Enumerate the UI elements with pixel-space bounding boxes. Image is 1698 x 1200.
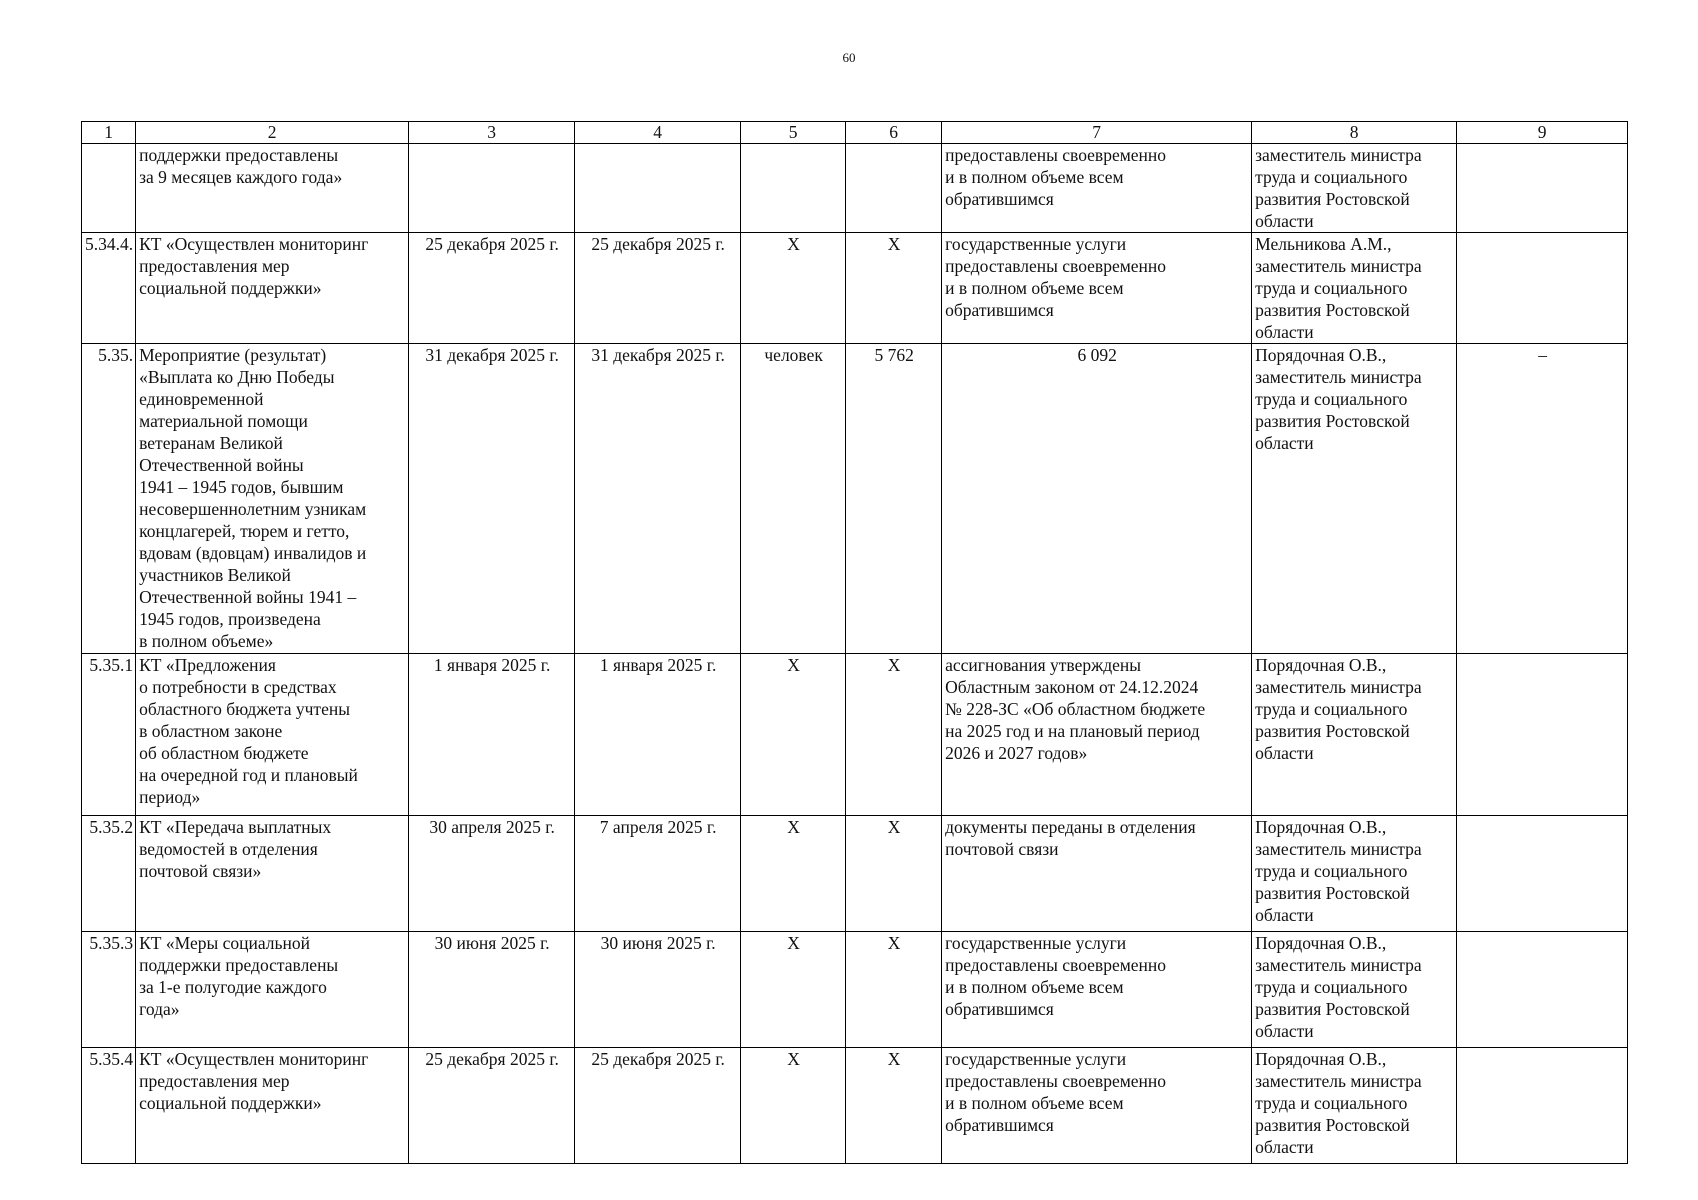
header-cell: 5 xyxy=(741,122,846,144)
row-number: 5.35. xyxy=(82,344,136,654)
plan-date: 25 декабря 2025 г. xyxy=(409,1048,575,1164)
plan-date: 1 января 2025 г. xyxy=(409,654,575,816)
table-row xyxy=(82,233,1628,344)
table-row xyxy=(82,1048,1628,1164)
result-description: документы переданы в отделения почтовой связи xyxy=(942,816,1252,932)
plan-table xyxy=(81,121,1628,1164)
row-title: КТ «Передача выплатных ведомостей в отделения почтовой связи» xyxy=(136,816,409,932)
header-cell: 2 xyxy=(136,122,409,144)
header-row xyxy=(82,122,1628,144)
row-title: КТ «Осуществлен мониторинг предоставления мер социальной поддержки» xyxy=(136,1048,409,1164)
row-title: Мероприятие (результат) «Выплата ко Дню Победы единовременной материальной помощи ветеранам Великой Отечественной войны 1941 – 1945 годов, бывшим несовершеннолетним узникам концлагерей, тюрем и гетто, вдовам (вдовцам) инвалидов и участников Великой Отечественной войны 1941 – 1945 годов, произведена в полном объеме» xyxy=(136,344,409,654)
responsible-person: Порядочная О.В., заместитель министра труда и социального развития Ростовской области xyxy=(1252,932,1457,1048)
plan-value xyxy=(846,144,942,233)
plan-value: Х xyxy=(846,816,942,932)
unit-cell: Х xyxy=(741,654,846,816)
note-cell xyxy=(1457,144,1628,233)
row-title: КТ «Меры социальной поддержки предоставлены за 1-е полугодие каждого года» xyxy=(136,932,409,1048)
responsible-person: Порядочная О.В., заместитель министра труда и социального развития Ростовской области xyxy=(1252,816,1457,932)
note-cell xyxy=(1457,654,1628,816)
result-description: ассигнования утверждены Областным законом от 24.12.2024 № 228-ЗС «Об областном бюджете на 2025 год и на плановый период 2026 и 2027 годов» xyxy=(942,654,1252,816)
actual-date: 30 июня 2025 г. xyxy=(575,932,741,1048)
header-cell: 3 xyxy=(409,122,575,144)
plan-date xyxy=(409,144,575,233)
actual-date xyxy=(575,144,741,233)
table-row xyxy=(82,932,1628,1048)
note-cell xyxy=(1457,816,1628,932)
plan-date: 31 декабря 2025 г. xyxy=(409,344,575,654)
header-cell: 4 xyxy=(575,122,741,144)
result-description: государственные услуги предоставлены своевременно и в полном объеме всем обратившимся xyxy=(942,233,1252,344)
table-row xyxy=(82,654,1628,816)
table-row xyxy=(82,344,1628,654)
row-number xyxy=(82,144,136,233)
actual-value: 6 092 xyxy=(942,344,1252,654)
responsible-person: Порядочная О.В., заместитель министра труда и социального развития Ростовской области xyxy=(1252,654,1457,816)
table-row xyxy=(82,816,1628,932)
result-description: государственные услуги предоставлены своевременно и в полном объеме всем обратившимся xyxy=(942,1048,1252,1164)
row-title: КТ «Осуществлен мониторинг предоставления мер социальной поддержки» xyxy=(136,233,409,344)
row-number: 5.35.2 xyxy=(82,816,136,932)
unit-cell: Х xyxy=(741,816,846,932)
plan-date: 25 декабря 2025 г. xyxy=(409,233,575,344)
row-number: 5.35.3 xyxy=(82,932,136,1048)
header-cell: 1 xyxy=(82,122,136,144)
responsible-person: Порядочная О.В., заместитель министра труда и социального развития Ростовской области xyxy=(1252,344,1457,654)
note-cell xyxy=(1457,233,1628,344)
unit-cell: человек xyxy=(741,344,846,654)
actual-date: 25 декабря 2025 г. xyxy=(575,233,741,344)
actual-date: 31 декабря 2025 г. xyxy=(575,344,741,654)
plan-value: Х xyxy=(846,932,942,1048)
header-cell: 8 xyxy=(1252,122,1457,144)
actual-date: 7 апреля 2025 г. xyxy=(575,816,741,932)
plan-value: 5 762 xyxy=(846,344,942,654)
plan-value: Х xyxy=(846,654,942,816)
page-number: 60 xyxy=(842,50,856,65)
header-cell: 9 xyxy=(1457,122,1628,144)
plan-value: Х xyxy=(846,233,942,344)
row-number: 5.35.4 xyxy=(82,1048,136,1164)
unit-cell: Х xyxy=(741,1048,846,1164)
responsible-person: заместитель министра труда и социального развития Ростовской области xyxy=(1252,144,1457,233)
plan-date: 30 апреля 2025 г. xyxy=(409,816,575,932)
header-cell: 7 xyxy=(942,122,1252,144)
table-row xyxy=(82,144,1628,233)
unit-cell: Х xyxy=(741,932,846,1048)
row-number: 5.34.4. xyxy=(82,233,136,344)
unit-cell xyxy=(741,144,846,233)
plan-value: Х xyxy=(846,1048,942,1164)
note-cell xyxy=(1457,932,1628,1048)
plan-date: 30 июня 2025 г. xyxy=(409,932,575,1048)
unit-cell: Х xyxy=(741,233,846,344)
note-cell: – xyxy=(1457,344,1628,654)
responsible-person: Порядочная О.В., заместитель министра труда и социального развития Ростовской области xyxy=(1252,1048,1457,1164)
row-title: КТ «Предложения о потребности в средствах областного бюджета учтены в областном законе об областном бюджете на очередной год и плановый период» xyxy=(136,654,409,816)
actual-date: 25 декабря 2025 г. xyxy=(575,1048,741,1164)
actual-date: 1 января 2025 г. xyxy=(575,654,741,816)
row-number: 5.35.1 xyxy=(82,654,136,816)
note-cell xyxy=(1457,1048,1628,1164)
row-title: поддержки предоставлены за 9 месяцев каждого года» xyxy=(136,144,409,233)
header-cell: 6 xyxy=(846,122,942,144)
result-description: предоставлены своевременно и в полном объеме всем обратившимся xyxy=(942,144,1252,233)
result-description: государственные услуги предоставлены своевременно и в полном объеме всем обратившимся xyxy=(942,932,1252,1048)
responsible-person: Мельникова А.М., заместитель министра труда и социального развития Ростовской области xyxy=(1252,233,1457,344)
